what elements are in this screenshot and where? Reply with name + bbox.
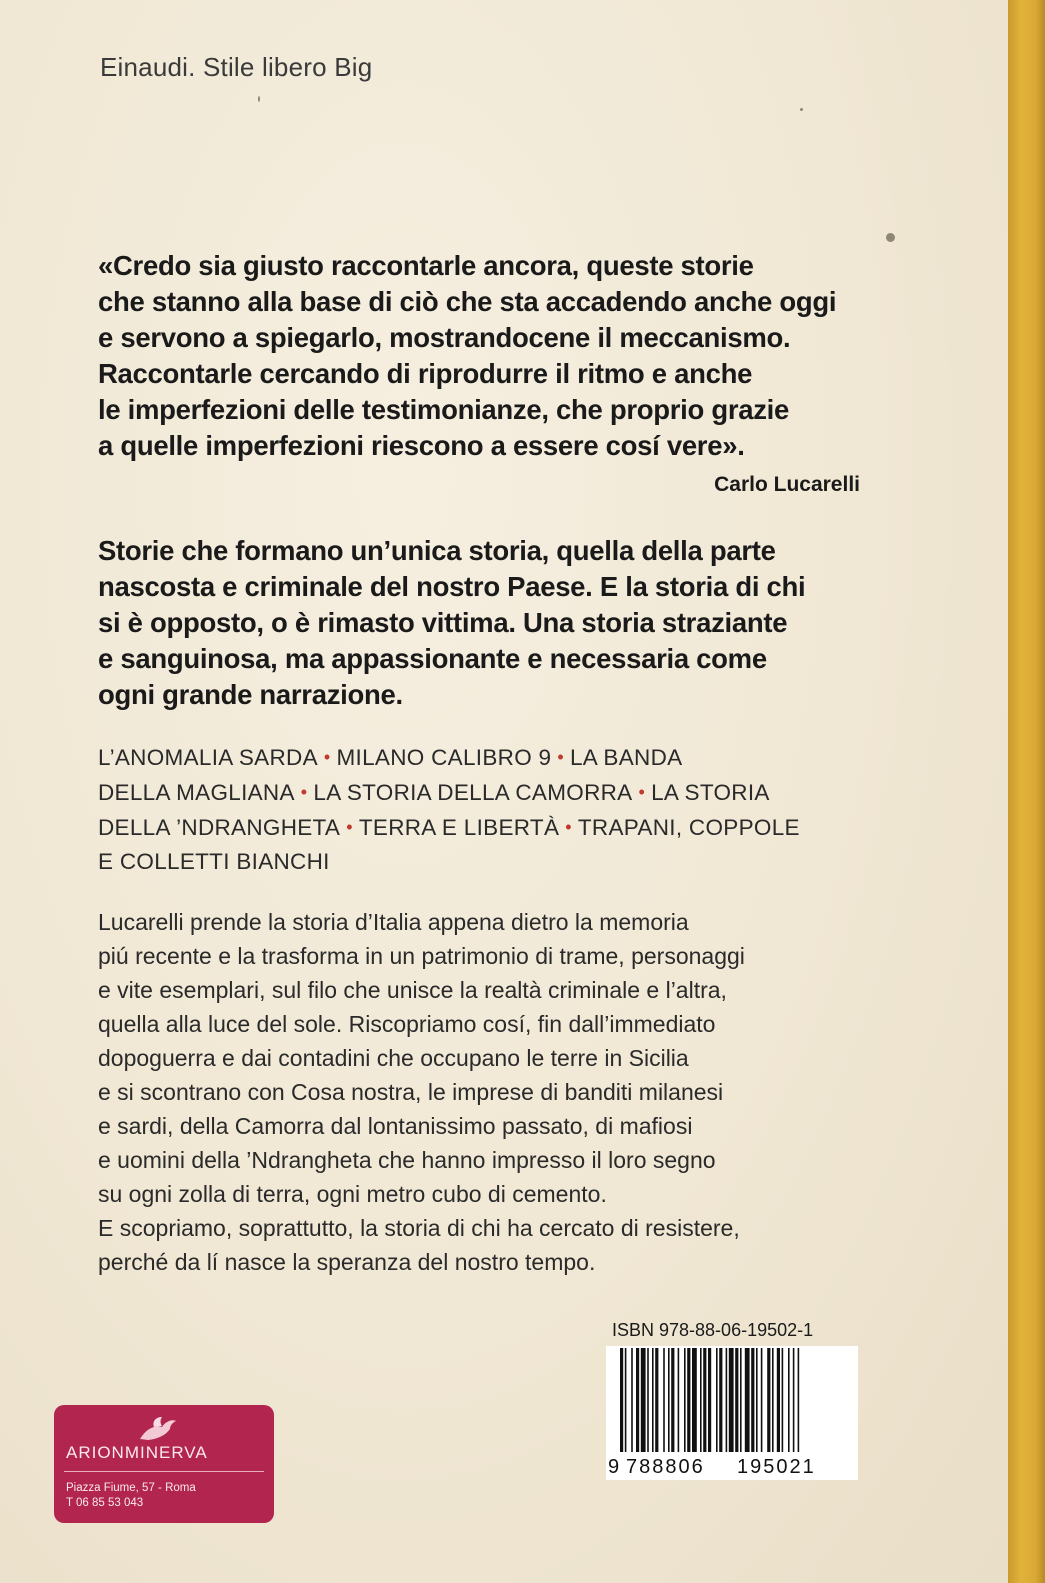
paper-speck: [886, 233, 895, 242]
barcode-bar: [636, 1348, 639, 1452]
barcode-left-digits: 788806: [626, 1456, 705, 1478]
description-line: dopoguerra e dai contadini che occupano le terre in Sicilia: [98, 1045, 689, 1071]
description-line: E scopriamo, soprattutto, la storia di chi ha cercato di resistere,: [98, 1215, 740, 1241]
titles-line: [98, 775, 858, 810]
barcode-bar: [798, 1348, 800, 1452]
title-item: E COLLETTI BIANCHI: [98, 849, 330, 874]
barcode-bar: [708, 1348, 711, 1452]
barcode-bar: [671, 1348, 674, 1452]
title-item: TERRA E LIBERTÀ: [358, 815, 560, 840]
barcode-bar: [663, 1348, 665, 1452]
barcode: [606, 1346, 858, 1480]
quote-line: e servono a spiegarlo, mostrandocene il meccanismo.: [98, 322, 791, 353]
description-line: quella alla luce del sole. Riscopriamo cosí, fin dall’immediato: [98, 1011, 716, 1037]
barcode-bar: [735, 1348, 738, 1452]
barcode-bar: [772, 1348, 774, 1452]
barcode-bar: [687, 1348, 690, 1452]
sticker-divider: [64, 1471, 264, 1472]
barcode-bar: [745, 1348, 750, 1452]
series-label: Einaudi. Stile libero Big: [100, 52, 373, 82]
title-item: L’ANOMALIA SARDA: [98, 745, 318, 770]
description: [98, 905, 878, 1279]
quote-line: che stanno alla base di ciò che sta accadendo anche oggi: [98, 286, 837, 317]
barcode-bar: [631, 1348, 633, 1452]
barcode-bar: [625, 1348, 627, 1452]
barcode-bar: [641, 1348, 646, 1452]
bullet-separator: •: [565, 817, 572, 837]
description-line: e sardi, della Camorra dal lontanissimo passato, di mafiosi: [98, 1113, 693, 1139]
title-item: DELLA ’NDRANGHETA: [98, 815, 341, 840]
title-item: TRAPANI, COPPOLE: [577, 815, 800, 840]
blurb-line: Storie che formano un’unica storia, quella della parte: [98, 535, 776, 566]
barcode-first-digit: 9: [608, 1456, 620, 1478]
winged-horse-icon: [136, 1415, 180, 1445]
bookstore-name: ARIONMINERVA: [66, 1443, 208, 1462]
title-item: MILANO CALIBRO 9: [336, 745, 552, 770]
blurb-line: nascosta e criminale del nostro Paese. E la storia di chi: [98, 571, 806, 602]
barcode-bar: [620, 1348, 623, 1452]
titles-line: [98, 810, 858, 845]
barcode-bar: [756, 1348, 758, 1452]
title-item: LA BANDA: [569, 745, 683, 770]
description-line: e vite esemplari, sul filo che unisce la realtà criminale e l’altra,: [98, 977, 727, 1003]
bookstore-address: [66, 1481, 196, 1511]
title-item: DELLA MAGLIANA: [98, 780, 295, 805]
description-line: Lucarelli prende la storia d’Italia appena dietro la memoria: [98, 909, 689, 935]
barcode-bar: [703, 1348, 706, 1452]
barcode-bar: [726, 1348, 728, 1452]
phone-line: T 06 85 53 043: [66, 1497, 144, 1509]
bookstore-sticker: [54, 1405, 274, 1523]
blurb-line: e sanguinosa, ma appassionante e necessaria come: [98, 643, 767, 674]
description-line: su ogni zolla di terra, ogni metro cubo di cemento.: [98, 1181, 607, 1207]
quote-line: «Credo sia giusto raccontarle ancora, queste storie: [98, 250, 754, 281]
barcode-bar: [652, 1348, 654, 1452]
description-line: perché da lí nasce la speranza del nostro tempo.: [98, 1249, 596, 1275]
barcode-bar: [678, 1348, 680, 1452]
author-quote: [98, 248, 878, 464]
included-titles: [98, 740, 858, 879]
isbn-label: ISBN 978-88-06-19502-1: [612, 1320, 814, 1340]
quote-author: Carlo Lucarelli: [714, 473, 860, 496]
barcode-bar: [751, 1348, 754, 1452]
paper-speck: [258, 96, 260, 102]
titles-line: [98, 740, 858, 775]
barcode-bar: [740, 1348, 742, 1452]
blurb: [98, 533, 878, 713]
barcode-bar: [777, 1348, 780, 1452]
bullet-separator: •: [638, 782, 646, 802]
title-item: LA STORIA DELLA CAMORRA: [313, 780, 633, 805]
barcode-bar: [647, 1348, 649, 1452]
bullet-separator: •: [346, 817, 353, 837]
quote-line: Raccontarle cercando di riprodurre il ritmo e anche: [98, 358, 753, 389]
bullet-separator: •: [323, 747, 331, 767]
blurb-line: ogni grande narrazione.: [98, 679, 403, 710]
barcode-bar: [788, 1348, 790, 1452]
quote-line: a quelle imperfezioni riescono a essere cosí vere».: [98, 430, 745, 461]
title-item: LA STORIA: [651, 780, 770, 805]
titles-line: [98, 845, 858, 879]
barcode-bar: [767, 1348, 770, 1452]
barcode-right-digits: 195021: [737, 1456, 816, 1478]
address-line: Piazza Fiume, 57 - Roma: [66, 1482, 196, 1494]
bullet-separator: •: [557, 747, 564, 767]
barcode-bar: [668, 1348, 670, 1452]
barcode-bar: [761, 1348, 763, 1452]
description-line: e uomini della ’Ndrangheta che hanno impresso il loro segno: [98, 1147, 716, 1173]
barcode-bar: [684, 1348, 686, 1452]
barcode-bar: [716, 1348, 718, 1452]
barcode-bar: [655, 1348, 658, 1452]
bullet-separator: •: [300, 782, 308, 802]
barcode-bar: [692, 1348, 697, 1452]
paper-speck: [800, 108, 803, 111]
barcode-bar: [782, 1348, 784, 1452]
description-line: piú recente e la trasforma in un patrimonio di trame, personaggi: [98, 943, 745, 969]
barcode-bar: [793, 1348, 795, 1452]
spine-edge: [1008, 0, 1045, 1583]
barcode-bar: [719, 1348, 722, 1452]
quote-line: le imperfezioni delle testimonianze, che proprio grazie: [98, 394, 790, 425]
barcode-bar: [729, 1348, 734, 1452]
barcode-bar: [700, 1348, 702, 1452]
description-line: e si scontrano con Cosa nostra, le imprese di banditi milanesi: [98, 1079, 724, 1105]
blurb-line: si è opposto, o è rimasto vittima. Una storia straziante: [98, 607, 788, 638]
